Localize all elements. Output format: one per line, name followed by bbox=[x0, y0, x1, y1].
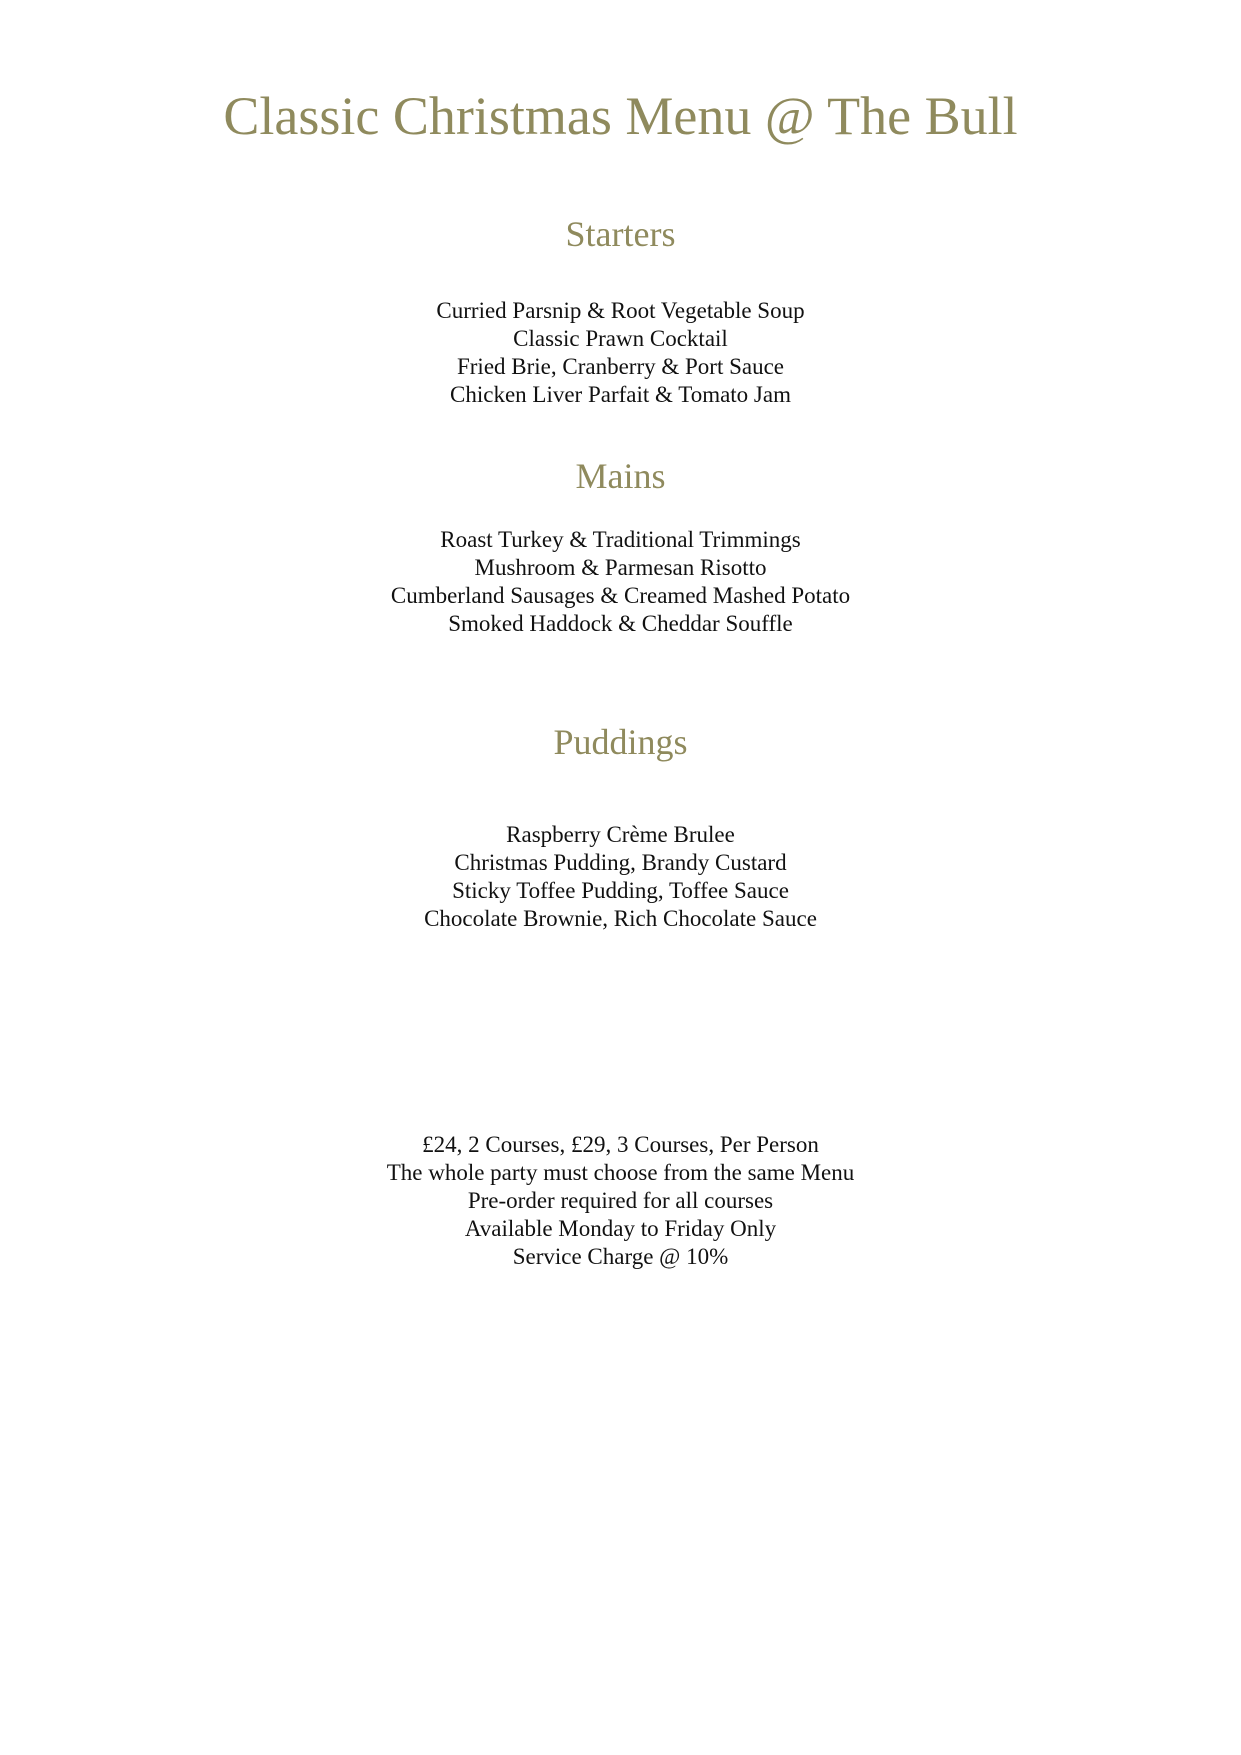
section-heading-puddings: Puddings bbox=[553, 722, 688, 762]
service-charge-note: Service Charge @ 10% bbox=[512, 1244, 729, 1269]
mains-list bbox=[0, 526, 1241, 638]
menu-item: Chocolate Brownie, Rich Chocolate Sauce bbox=[424, 906, 817, 931]
menu-item: Fried Brie, Cranberry & Port Sauce bbox=[456, 354, 785, 379]
menu-item: Mushroom & Parmesan Risotto bbox=[474, 555, 767, 580]
menu-item: Chicken Liver Parfait & Tomato Jam bbox=[450, 382, 791, 407]
menu-item: Sticky Toffee Pudding, Toffee Sauce bbox=[452, 878, 789, 903]
preorder-note: Pre-order required for all courses bbox=[467, 1188, 774, 1213]
menu-item: Classic Prawn Cocktail bbox=[513, 326, 728, 351]
party-note: The whole party must choose from the same Menu bbox=[386, 1160, 855, 1185]
menu-item: Roast Turkey & Traditional Trimmings bbox=[440, 527, 801, 552]
menu-title: Classic Christmas Menu @ The Bull bbox=[223, 86, 1018, 146]
pricing-info bbox=[0, 1131, 1241, 1271]
section-heading-mains: Mains bbox=[575, 456, 666, 496]
menu-item: Raspberry Crème Brulee bbox=[506, 822, 735, 847]
menu-item: Smoked Haddock & Cheddar Souffle bbox=[448, 611, 793, 636]
menu-item: Curried Parsnip & Root Vegetable Soup bbox=[436, 298, 805, 323]
puddings-list bbox=[0, 821, 1241, 933]
availability-note: Available Monday to Friday Only bbox=[464, 1216, 777, 1241]
starters-list bbox=[0, 297, 1241, 409]
section-heading-starters: Starters bbox=[565, 214, 676, 254]
price-line: £24, 2 Courses, £29, 3 Courses, Per Person bbox=[422, 1132, 819, 1157]
menu-item: Cumberland Sausages & Creamed Mashed Potato bbox=[390, 583, 851, 608]
menu-item: Christmas Pudding, Brandy Custard bbox=[454, 850, 787, 875]
